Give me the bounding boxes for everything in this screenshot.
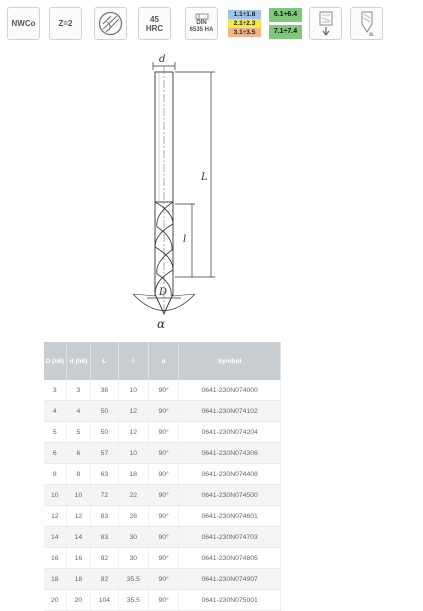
cell-l: 12 [118,422,148,443]
total-length-label: L [201,172,208,183]
tolerance-range-a [228,7,261,40]
tolerance-range-a-3: 3.1÷3.5 [228,28,261,37]
standard-name: DIN [196,20,207,26]
standard-number: 6535 HA [189,27,214,33]
drill-technical-drawing [115,52,240,332]
cell-symbol[interactable]: 0641-230N074907 [179,569,281,590]
cell-L: 38 [91,380,118,401]
cell-l: 22 [118,485,148,506]
cell-l: 35.5 [118,569,148,590]
tolerance-range-b-2: 7.1÷7.4 [269,25,302,39]
table-row [44,485,281,506]
table-row [44,569,281,590]
cell-symbol[interactable]: 0641-230N074703 [179,527,281,548]
cell-L: 83 [91,506,118,527]
cell-alpha: 90° [149,485,179,506]
header-d: d (h6) [66,342,91,380]
table-header-row [44,342,281,380]
diameter-label: D [159,287,168,298]
cell-alpha: 90° [149,527,179,548]
flutes-label: Z=2 [58,19,73,28]
point-angle-badge [350,7,383,40]
table-row [44,443,281,464]
cell-alpha: 90° [149,380,179,401]
header-symbol: Symbol [179,342,281,380]
cell-l: 18 [118,464,148,485]
header-D: D (h6) [44,342,66,380]
cell-D: 18 [44,569,66,590]
table-row [44,380,281,401]
header-L: L [91,342,118,380]
header-alpha: α [149,342,179,380]
cell-symbol[interactable]: 0641-230N074102 [179,401,281,422]
tolerance-range-b-1: 6.1÷6.4 [269,8,302,22]
cell-l: 12 [118,401,148,422]
table-row [44,506,281,527]
cell-symbol[interactable]: 0641-230N074601 [179,506,281,527]
cell-alpha: 90° [149,464,179,485]
cell-L: 50 [91,422,118,443]
cell-l: 35.5 [118,590,148,611]
material-badge [7,7,40,40]
angle-label: α [157,317,166,331]
standard-badge [185,7,218,40]
hardness-value: 45 [150,14,159,24]
cell-symbol[interactable]: 0641-230N074306 [179,443,281,464]
cell-D: 20 [44,590,66,611]
cell-alpha: 90° [149,569,179,590]
cell-l: 10 [118,443,148,464]
cell-symbol[interactable]: 0641-230N074500 [179,485,281,506]
cell-D: 4 [44,401,66,422]
cell-alpha: 90° [149,548,179,569]
angle-symbol: α [368,30,374,38]
cell-d: 5 [66,422,91,443]
cell-L: 83 [91,527,118,548]
cell-d: 6 [66,443,91,464]
cell-l: 28 [118,506,148,527]
cell-l: 10 [118,380,148,401]
coolant-arrow-icon [316,11,336,37]
tolerance-range-a-1: 1.1÷1.8 [228,10,261,19]
hardness-badge [138,7,171,40]
table-row [44,548,281,569]
cell-d: 14 [66,527,91,548]
coolant-icon [309,7,342,40]
feature-icons-row [7,7,417,41]
cell-alpha: 90° [149,443,179,464]
drill-tip-icon [353,10,381,38]
cell-L: 92 [91,569,118,590]
shank-icon [195,13,209,20]
cell-alpha: 90° [149,401,179,422]
cell-d: 20 [66,590,91,611]
cell-L: 104 [91,590,118,611]
cell-symbol[interactable]: 0641-230N074000 [179,380,281,401]
cell-D: 10 [44,485,66,506]
table-row [44,527,281,548]
table-row [44,464,281,485]
cell-d: 10 [66,485,91,506]
flutes-badge [49,7,82,40]
cell-d: 16 [66,548,91,569]
shank-diameter-label: d [159,54,166,65]
header-l: l [118,342,148,380]
cell-d: 3 [66,380,91,401]
cell-l: 30 [118,527,148,548]
tolerance-range-b [269,7,302,40]
cell-d: 18 [66,569,91,590]
cell-L: 50 [91,401,118,422]
cell-D: 3 [44,380,66,401]
hardness-unit: HRC [145,23,164,33]
drill-section-icon [97,10,124,37]
cutting-length-label: l [183,234,187,245]
tolerance-range-a-2: 2.1÷2.3 [228,19,261,28]
table-row [44,590,281,611]
cell-alpha: 90° [149,590,179,611]
table-row [44,422,281,443]
table-row [44,401,281,422]
cell-d: 8 [66,464,91,485]
drill-sizes-table [44,342,281,611]
cell-symbol[interactable]: 0641-230N074805 [179,548,281,569]
cell-D: 16 [44,548,66,569]
cell-D: 6 [44,443,66,464]
cell-alpha: 90° [149,422,179,443]
cell-L: 57 [91,443,118,464]
cell-symbol[interactable]: 0641-230N074204 [179,422,281,443]
cell-L: 72 [91,485,118,506]
cell-D: 12 [44,506,66,527]
cell-D: 14 [44,527,66,548]
cell-symbol[interactable]: 0641-230N074408 [179,464,281,485]
cell-symbol[interactable]: 0641-230N075001 [179,590,281,611]
tool-type-icon [94,7,127,40]
cell-d: 12 [66,506,91,527]
cell-D: 8 [44,464,66,485]
cell-L: 92 [91,548,118,569]
material-label: NWCo [11,19,36,28]
cell-l: 30 [118,548,148,569]
cell-D: 5 [44,422,66,443]
cell-d: 4 [66,401,91,422]
cell-L: 63 [91,464,118,485]
cell-alpha: 90° [149,506,179,527]
